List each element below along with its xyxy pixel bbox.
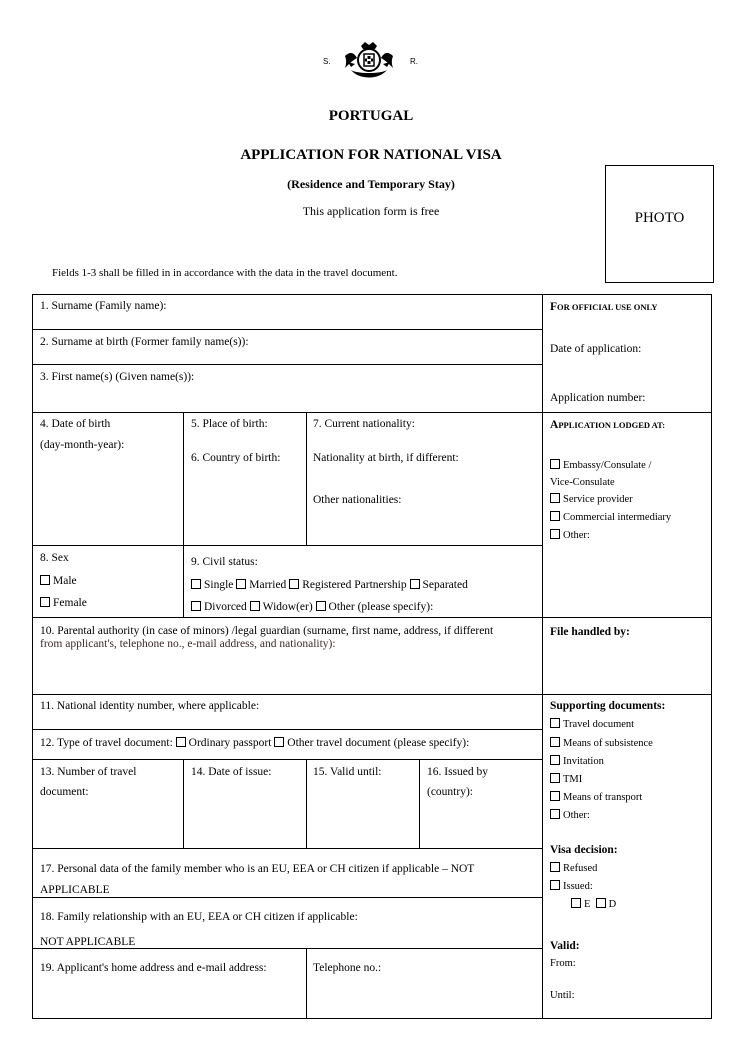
sd-travel-document-option[interactable]: Travel document	[550, 718, 634, 732]
application-lodged-heading: APPLICATION LODGED AT:	[550, 419, 666, 431]
checkbox-icon[interactable]	[40, 575, 50, 585]
field-19-home-address[interactable]: 19. Applicant's home address and e-mail address:	[40, 962, 267, 974]
checkbox-icon[interactable]	[550, 809, 560, 819]
field-14-date-of-issue[interactable]: 14. Date of issue:	[191, 766, 272, 778]
checkbox-icon[interactable]	[289, 579, 299, 589]
checkbox-icon[interactable]	[40, 597, 50, 607]
vd-issued-option[interactable]: Issued:	[550, 880, 593, 894]
checkbox-icon[interactable]	[571, 898, 581, 908]
checkbox-icon[interactable]	[250, 601, 260, 611]
field-15-valid-until[interactable]: 15. Valid until:	[313, 766, 382, 778]
checkbox-icon[interactable]	[410, 579, 420, 589]
travel-doc-other[interactable]: Other travel document (please specify):	[274, 737, 469, 749]
field-7-other-nationalities[interactable]: Other nationalities:	[313, 494, 402, 506]
form-subtitle: (Residence and Temporary Stay)	[287, 177, 455, 191]
country-title: PORTUGAL	[328, 108, 414, 124]
field-11-national-id[interactable]: 11. National identity number, where applicable:	[40, 700, 260, 712]
field-16-issued-by-cont: (country):	[427, 786, 473, 798]
checkbox-icon[interactable]	[236, 579, 246, 589]
supporting-documents-heading: Supporting documents:	[550, 700, 666, 712]
civil-status-married[interactable]: Married	[236, 579, 286, 591]
field-13-travel-doc-number[interactable]: 13. Number of travel	[40, 766, 137, 778]
field-19-telephone[interactable]: Telephone no.:	[313, 962, 382, 974]
field-17-family-member-data[interactable]: 17. Personal data of the family member who is an EU, EEA or CH citizen if applicable – NOT	[40, 863, 475, 875]
field-18-family-relationship[interactable]: 18. Family relationship with an EU, EEA or CH citizen if applicable:	[40, 911, 358, 923]
checkbox-icon[interactable]	[550, 718, 560, 728]
checkbox-icon[interactable]	[550, 880, 560, 890]
field-5-place-of-birth[interactable]: 5. Place of birth:	[191, 418, 268, 430]
checkbox-icon[interactable]	[550, 862, 560, 872]
seal-letter-r: R.	[410, 57, 418, 66]
civil-status-registered-partnership[interactable]: Registered Partnership	[289, 579, 406, 591]
checkbox-icon[interactable]	[550, 755, 560, 765]
sd-invitation-option[interactable]: Invitation	[550, 755, 604, 769]
field-9-civil-status: 9. Civil status:	[191, 556, 258, 568]
checkbox-icon[interactable]	[550, 737, 560, 747]
checkbox-icon[interactable]	[550, 459, 560, 469]
field-7-current-nationality[interactable]: 7. Current nationality:	[313, 418, 415, 430]
civil-status-row-2	[191, 600, 433, 614]
checkbox-icon[interactable]	[596, 898, 606, 908]
field-16-issued-by[interactable]: 16. Issued by	[427, 766, 489, 778]
official-use-heading: FOR OFFICIAL USE ONLY	[550, 301, 658, 313]
vd-type-e-option[interactable]: E	[571, 899, 590, 910]
travel-doc-ordinary-passport[interactable]: Ordinary passport	[176, 737, 272, 749]
civil-status-widow[interactable]: Widow(er)	[250, 601, 313, 613]
field-10-parental-authority[interactable]: 10. Parental authority (in case of minors) /legal guardian (surname, first name, address, if different	[40, 625, 494, 637]
checkbox-icon[interactable]	[550, 529, 560, 539]
vd-refused-option[interactable]: Refused	[550, 862, 597, 876]
lodged-other-option[interactable]: Other:	[550, 529, 590, 543]
field-1-surname[interactable]: 1. Surname (Family name):	[40, 300, 167, 312]
form-title: APPLICATION FOR NATIONAL VISA	[240, 147, 502, 163]
checkbox-icon[interactable]	[550, 493, 560, 503]
lodged-commercial-intermediary-option[interactable]: Commercial intermediary	[550, 511, 671, 525]
checkbox-icon[interactable]	[550, 773, 560, 783]
field-8-sex: 8. Sex	[40, 552, 69, 564]
valid-from-label: From:	[550, 958, 576, 969]
free-note: This application form is free	[302, 204, 440, 218]
checkbox-icon[interactable]	[191, 601, 201, 611]
sd-other-option[interactable]: Other:	[550, 809, 590, 823]
sd-tmi-option[interactable]: TMI	[550, 773, 582, 787]
photo-box	[605, 165, 714, 283]
valid-until-label: Until:	[550, 990, 575, 1001]
civil-status-single[interactable]: Single	[191, 579, 233, 591]
lodged-vice-consulate-label: Vice-Consulate	[550, 477, 615, 488]
file-handled-by-label: File handled by:	[550, 626, 630, 638]
field-12-travel-document-type: 12. Type of travel document: Ordinary passport Other travel document (please specify):	[40, 737, 470, 749]
checkbox-icon[interactable]	[176, 737, 186, 747]
checkbox-icon[interactable]	[274, 737, 284, 747]
civil-status-row-1	[191, 578, 468, 592]
sd-means-of-subsistence-option[interactable]: Means of subsistence	[550, 737, 653, 751]
field-3-first-names[interactable]: 3. First name(s) (Given name(s)):	[40, 371, 195, 383]
civil-status-divorced[interactable]: Divorced	[191, 601, 247, 613]
civil-status-other[interactable]: Other (please specify):	[316, 601, 434, 613]
field-18-value: NOT APPLICABLE	[40, 936, 136, 948]
date-of-application-label: Date of application:	[550, 343, 642, 355]
photo-label: PHOTO	[634, 210, 685, 226]
checkbox-icon[interactable]	[550, 791, 560, 801]
sex-female-option[interactable]: Female	[40, 596, 87, 610]
field-4-date-of-birth[interactable]: 4. Date of birth	[40, 418, 111, 430]
field-7-nationality-at-birth[interactable]: Nationality at birth, if different:	[313, 452, 459, 464]
vd-type-d-option[interactable]: D	[596, 899, 617, 910]
coat-of-arms-emblem	[341, 40, 397, 82]
sd-means-of-transport-option[interactable]: Means of transport	[550, 791, 642, 805]
seal-letter-s: S.	[323, 57, 331, 66]
field-13-travel-doc-number-cont: document:	[40, 786, 89, 798]
checkbox-icon[interactable]	[550, 511, 560, 521]
field-10-parental-authority-cont: from applicant's, telephone no., e-mail address, and nationality):	[40, 638, 336, 650]
checkbox-icon[interactable]	[191, 579, 201, 589]
civil-status-separated[interactable]: Separated	[410, 579, 468, 591]
lodged-embassy-option[interactable]: Embassy/Consulate /	[550, 459, 651, 473]
checkbox-icon[interactable]	[316, 601, 326, 611]
visa-decision-heading: Visa decision:	[550, 844, 618, 856]
field-4-format: (day-month-year):	[40, 439, 125, 451]
vd-type-options	[571, 898, 616, 912]
sex-male-option[interactable]: Male	[40, 574, 77, 588]
field-2-surname-at-birth[interactable]: 2. Surname at birth (Former family name(s)):	[40, 336, 249, 348]
valid-heading: Valid:	[550, 940, 580, 952]
application-number-label: Application number:	[550, 392, 646, 404]
field-17-value: APPLICABLE	[40, 884, 110, 896]
fields-note: Fields 1-3 shall be filled in in accordance with the data in the travel document.	[52, 267, 398, 279]
lodged-service-provider-option[interactable]: Service provider	[550, 493, 633, 507]
field-6-country-of-birth[interactable]: 6. Country of birth:	[191, 452, 281, 464]
